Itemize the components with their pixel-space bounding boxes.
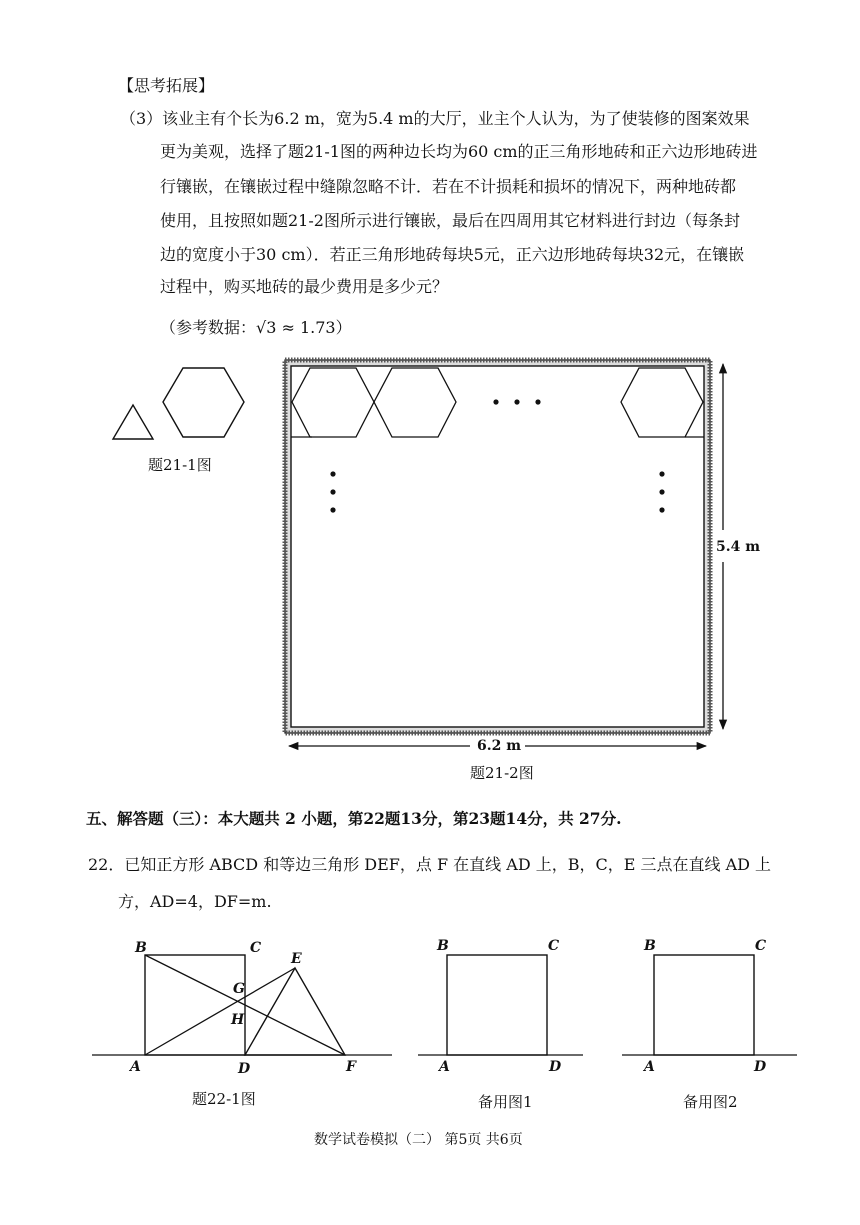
fig22-1	[92, 940, 392, 1077]
ellipsis-dot	[659, 471, 664, 476]
hall-inner-area	[291, 366, 704, 727]
reference-data: （参考数据：√3 ≈ 1.73）	[160, 318, 352, 337]
q21-line-5: 边的宽度小于30 cm）．若正三角形地砖每块5元，正六边形地砖每块32元，在镶嵌	[160, 245, 745, 264]
segment-ae	[145, 968, 295, 1055]
spare1-label-c: C	[548, 938, 560, 954]
ellipsis-dot	[535, 399, 540, 404]
hexagon-tile-icon	[163, 368, 244, 437]
spare1-label-b: B	[437, 938, 449, 954]
ellipsis-dot	[493, 399, 498, 404]
fig21-1-caption: 题21-1图	[148, 456, 212, 474]
label-d: D	[238, 1061, 251, 1077]
spare2-label-c: C	[755, 938, 767, 954]
label-f: F	[346, 1059, 356, 1075]
spare1-caption: 备用图1	[478, 1093, 533, 1111]
spare2-label-d: D	[754, 1059, 767, 1075]
section-heading: 【思考拓展】	[118, 76, 215, 95]
ellipsis-dot	[330, 471, 335, 476]
ellipsis-dot	[659, 489, 664, 494]
q21-line-3: 行镶嵌，在镶嵌过程中缝隙忽略不计．若在不计损耗和损坏的情况下，两种地砖都	[160, 177, 737, 196]
q22-line-2: 方，AD=4，DF=m.	[118, 892, 272, 911]
ellipsis-dot	[514, 399, 519, 404]
fig21-2-caption: 题21-2图	[470, 764, 534, 782]
fig21-1-tiles	[113, 368, 244, 439]
label-g: G	[233, 981, 245, 997]
hall-height-label: 5.4 m	[716, 539, 761, 555]
ellipsis-dot	[330, 489, 335, 494]
section5-heading: 五、解答题（三）：本大题共 2 小题，第22题13分，第23题14分，共 27分.	[86, 809, 622, 828]
triangle-tile-icon	[113, 405, 153, 439]
label-e: E	[291, 951, 302, 967]
page-footer: 数学试卷模拟（二） 第5页 共6页	[314, 1132, 523, 1148]
spare2-caption: 备用图2	[683, 1093, 738, 1111]
spare2-label-a: A	[644, 1059, 655, 1075]
spare-figure-1	[418, 938, 583, 1075]
hall-width-label: 6.2 m	[477, 738, 522, 754]
q21-line-6: 过程中，购买地砖的最少费用是多少元？	[160, 277, 449, 296]
ellipsis-dot	[659, 507, 664, 512]
q21-line-4: 使用，且按照如题21-2图所示进行镶嵌，最后在四周用其它材料进行封边（每条封	[160, 211, 740, 230]
label-h: H	[231, 1012, 245, 1028]
label-c: C	[250, 940, 262, 956]
q22-line-1: 22．已知正方形 ABCD 和等边三角形 DEF，点 F 在直线 AD 上，B，C，E 三点在直线 AD 上	[88, 855, 772, 874]
spare2-label-b: B	[644, 938, 656, 954]
spare-figure-2	[622, 938, 797, 1075]
q21-line-2: 更为美观，选择了题21-1图的两种边长均为60 cm的正三角形地砖和正六边形地砖进	[160, 142, 758, 161]
spare1-label-d: D	[549, 1059, 562, 1075]
triangle-def	[245, 968, 345, 1055]
q21-line-1: （3）该业主有个长为6.2 m，宽为5.4 m的大厅，业主个人认为，为了使装修的图案效果	[120, 109, 750, 128]
fig21-2-hall	[285, 360, 723, 746]
spare1-label-a: A	[439, 1059, 450, 1075]
label-b: B	[135, 940, 147, 956]
label-a: A	[130, 1059, 141, 1075]
fig22-1-caption: 题22-1图	[192, 1090, 256, 1108]
ellipsis-dot	[330, 507, 335, 512]
